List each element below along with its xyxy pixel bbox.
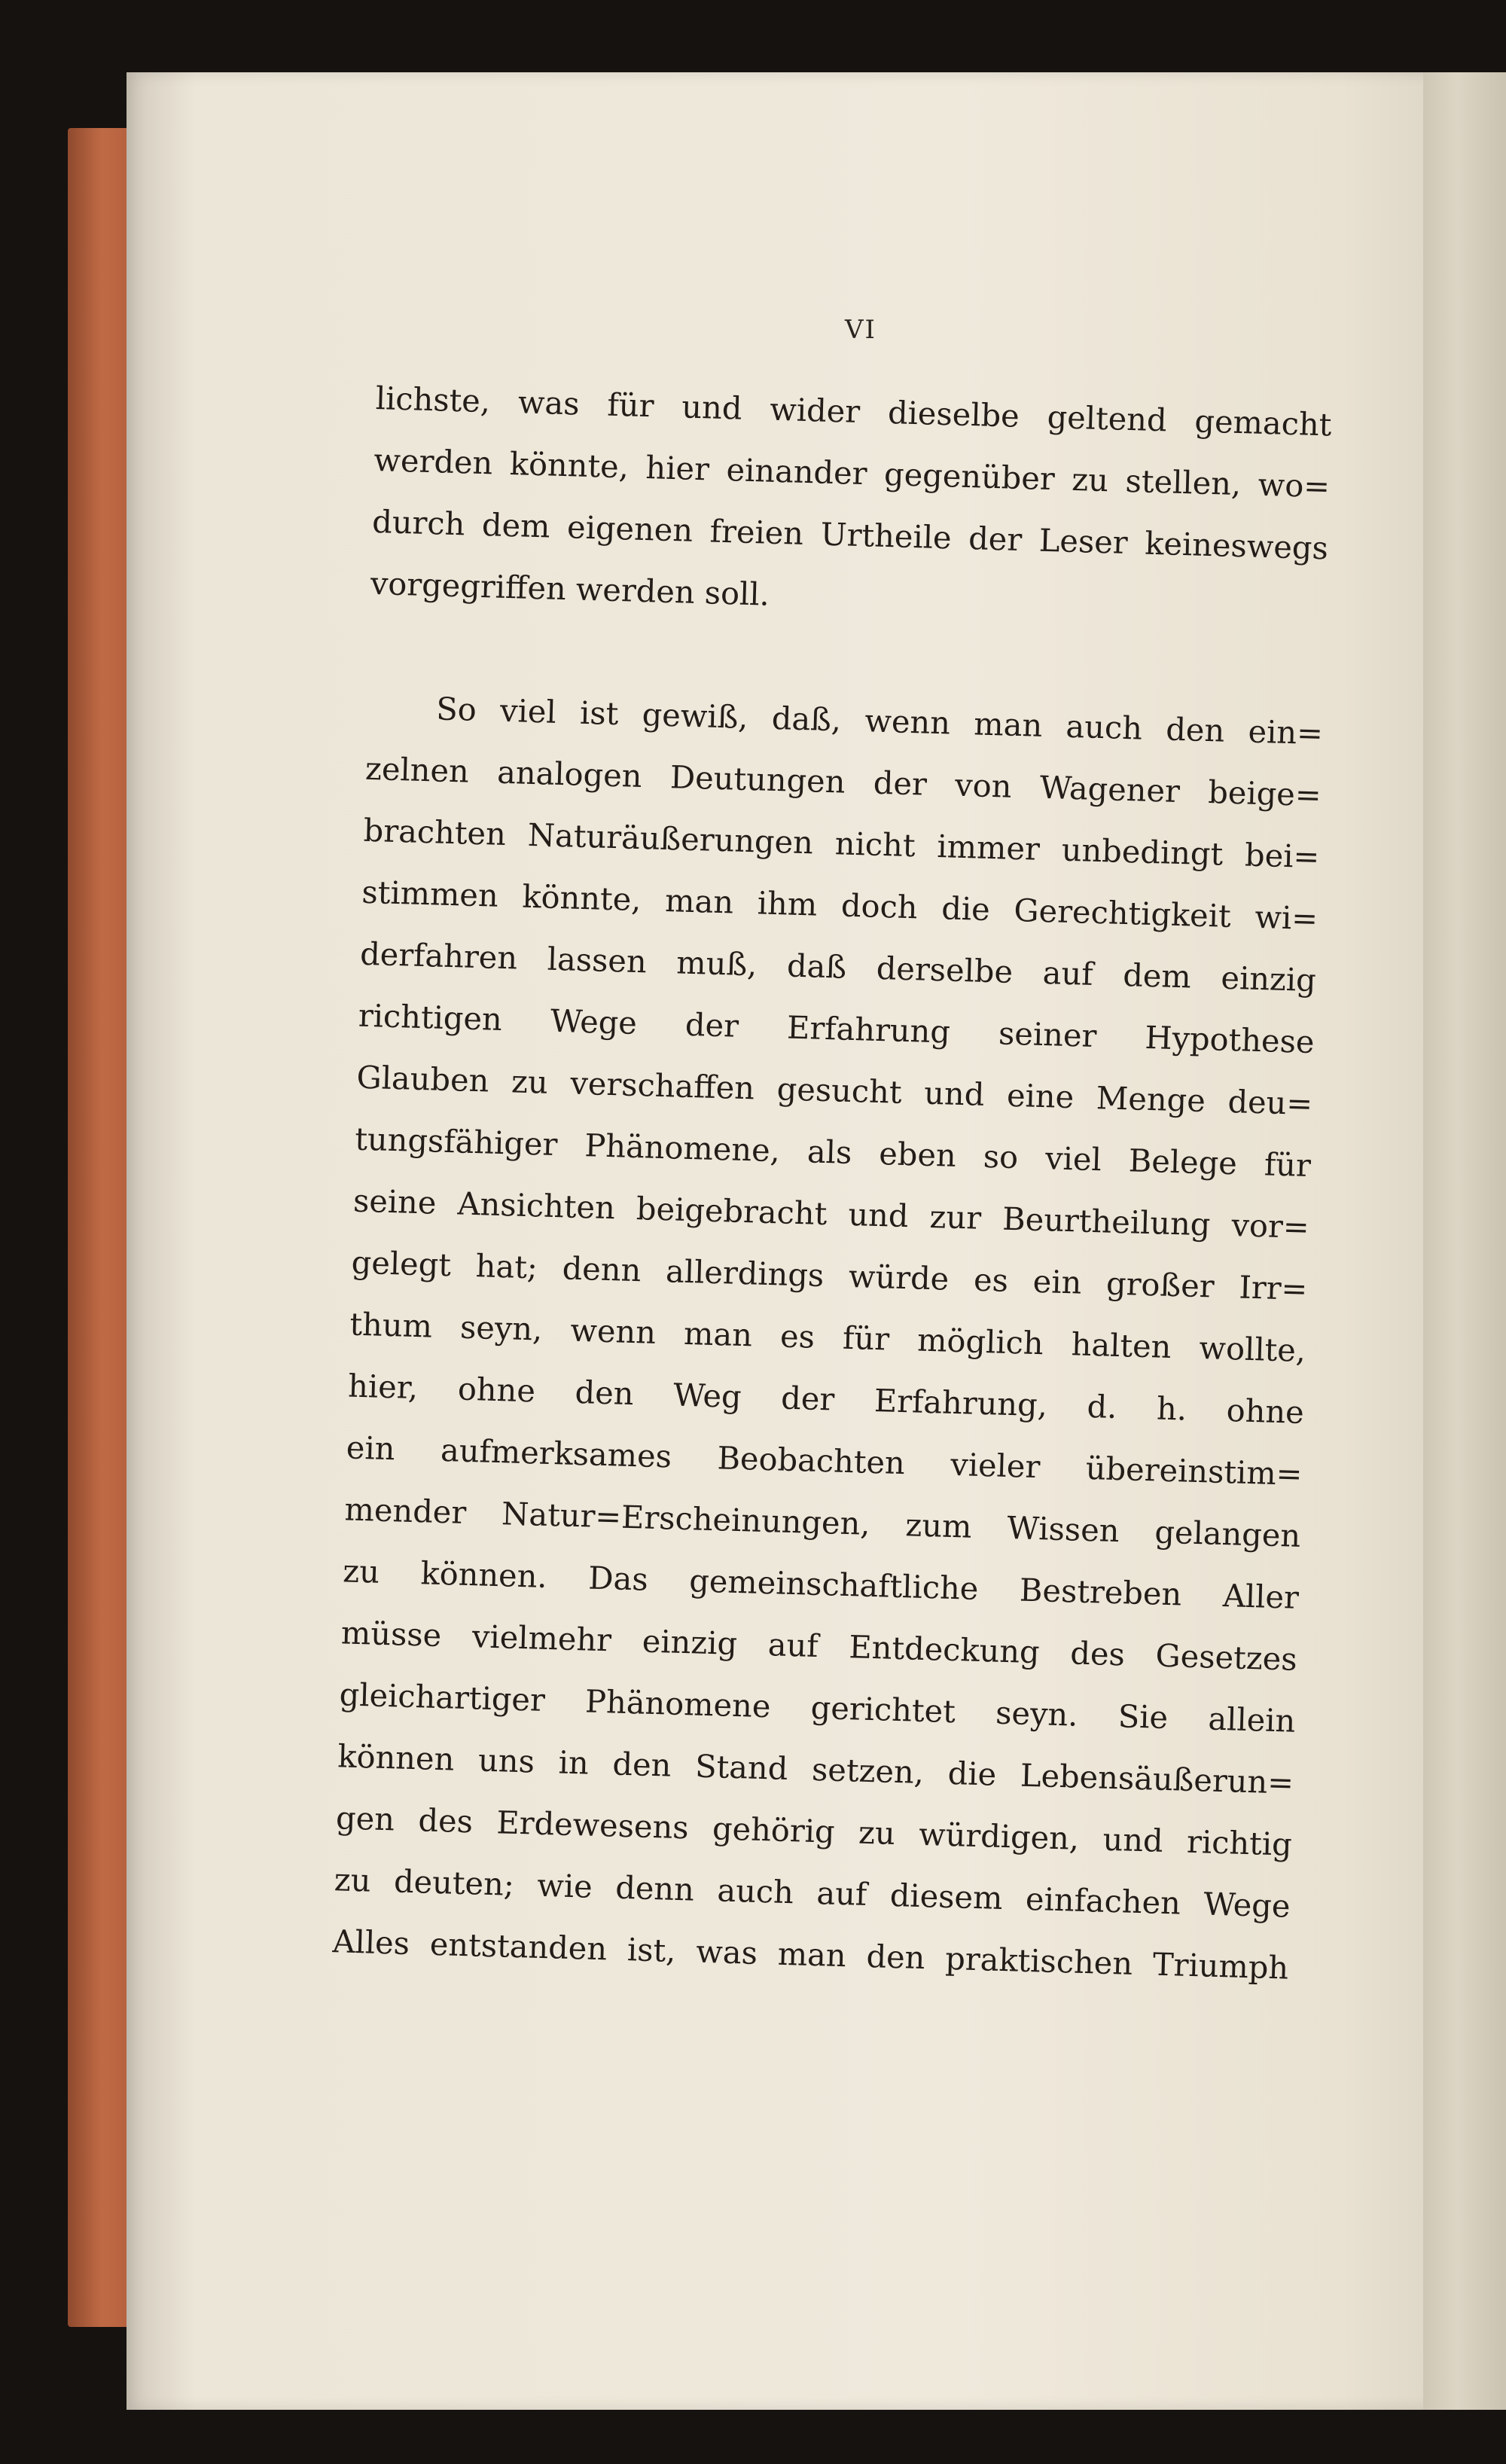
text-line: zelnen analogen Deutungen der von Wagener beige= bbox=[364, 749, 1322, 814]
text-line: brachten Naturäußerungen nicht immer unbedingt bei= bbox=[363, 811, 1321, 876]
text-line: werden könnte, hier einander gegenüber zu stellen, wo= bbox=[373, 441, 1331, 505]
text-line: tungsfähiger Phänomene, als eben so viel Belege für bbox=[354, 1120, 1312, 1185]
text-line: zu deuten; wie denn auch auf diesem einfachen Wege bbox=[334, 1861, 1291, 1925]
text-line: lichste, was für und wider dieselbe geltend gemacht bbox=[375, 379, 1333, 444]
paragraph-2 bbox=[331, 676, 1324, 1999]
text-line: seine Ansichten beigebracht und zur Beurtheilung vor= bbox=[352, 1182, 1310, 1246]
facing-page-edge bbox=[1423, 72, 1506, 2410]
paragraph-1 bbox=[370, 367, 1333, 641]
page-number: VI bbox=[845, 315, 876, 345]
text-line: gen des Erdewesens gehörig zu würdigen, und richtig bbox=[335, 1799, 1293, 1863]
text-line: Alles entstanden ist, was man den praktischen Triumph bbox=[331, 1923, 1289, 1987]
text-line: richtigen Wege der Erfahrung seiner Hypothese bbox=[358, 996, 1315, 1061]
text-line: müsse vielmehr einzig auf Entdeckung des Gesetzes bbox=[340, 1614, 1298, 1678]
text-line: ein aufmerksames Beobachten vieler übereinstim= bbox=[346, 1429, 1303, 1493]
text-line: können uns in den Stand setzen, die Lebensäußerun= bbox=[337, 1737, 1294, 1801]
text-line: hier, ohne den Weg der Erfahrung, d. h. ohne bbox=[347, 1367, 1305, 1431]
text-line: mender Natur=Erscheinungen, zum Wissen gelangen bbox=[343, 1490, 1301, 1554]
text-line: vorgegriffen werden soll. bbox=[370, 564, 770, 613]
text-line: thum seyn, wenn man es für möglich halten wollte, bbox=[349, 1305, 1306, 1369]
text-line: So viel ist gewiß, daß, wenn man auch den ein= bbox=[435, 690, 1324, 752]
text-line: derfahren lassen muß, daß derselbe auf dem einzig bbox=[359, 935, 1317, 999]
text-line: durch dem eigenen freien Urtheile der Leser keineswegs bbox=[371, 502, 1329, 567]
text-line: gleichartiger Phänomene gerichtet seyn. Sie allein bbox=[339, 1676, 1296, 1740]
text-line: gelegt hat; denn allerdings würde es ein großer Irr= bbox=[351, 1243, 1309, 1307]
text-line: zu können. Das gemeinschaftliche Bestreben Aller bbox=[342, 1552, 1300, 1616]
page-text bbox=[331, 367, 1332, 1999]
text-line: stimmen könnte, man ihm doch die Gerechtigkeit wi= bbox=[361, 873, 1319, 938]
text-line: Glauben zu verschaffen gesucht und eine Menge deu= bbox=[355, 1058, 1313, 1123]
